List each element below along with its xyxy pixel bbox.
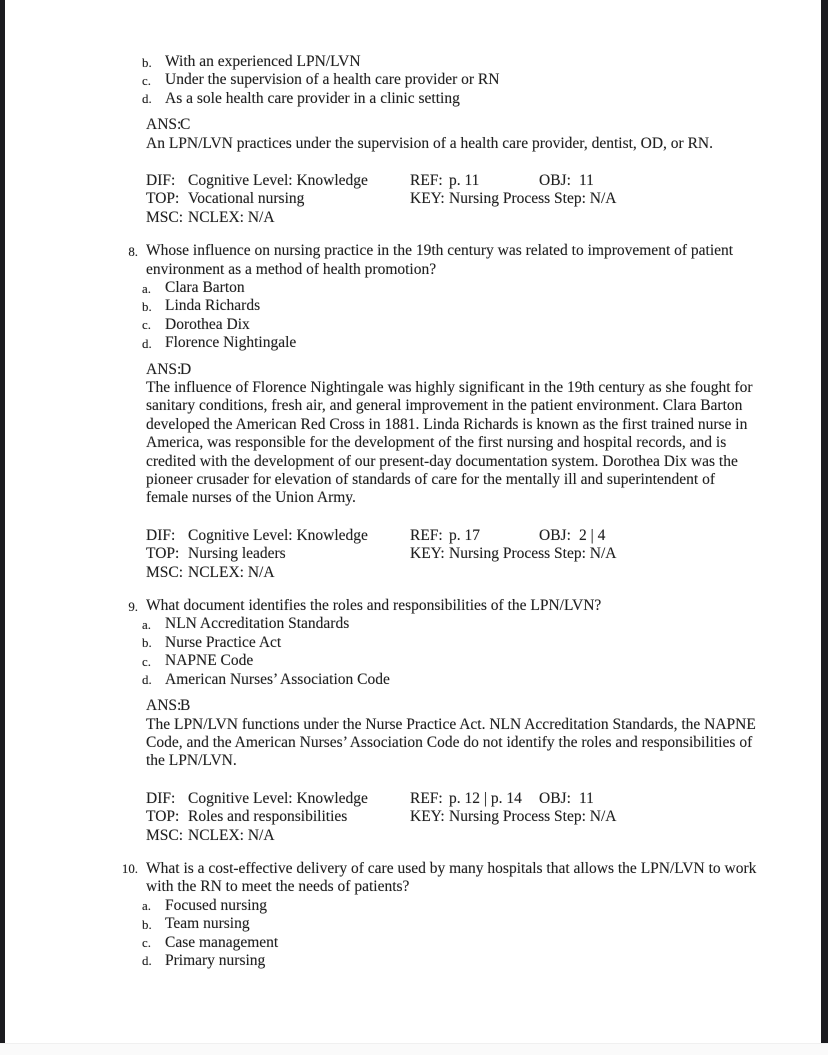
ref-label: REF: [410,172,443,190]
top-value: Roles and responsibilities [188,808,348,826]
answer-option [142,90,760,108]
page-right-edge [821,0,828,1043]
key-value: Nursing Process Step: N/A [449,808,617,826]
answer-option [142,897,760,915]
option-letter: b. [142,299,152,314]
answer-option [142,952,760,970]
option-text: Clara Barton [165,279,245,297]
meta-row [142,827,760,845]
answer-line [142,116,760,134]
question [128,597,760,615]
page-bottom-band [0,1043,828,1055]
answer-option [142,316,760,334]
options-list [142,897,760,971]
meta-row [142,808,760,826]
question-number: 8. [128,244,138,259]
question-text: What document identifies the roles and responsibilities of the LPN/LVN? [146,597,602,615]
rationale-text: The influence of Florence Nightingale was highly significant in the 19th century as she fought for sanitary conditions, fresh air, and general improvement in the patient environment. Clara Barton developed the American Red Cross in 1881. Linda Richards is known as the first trained nurse in America, was responsible for the development of the first nursing and hospital records, and is credited with the development of our present-day documentation system. Dorothea Dix was the pioneer crusader for elevation of standards of care for the mentally ill and superintendent of female nurses of the Union Army. [146,379,753,507]
answer-line [142,697,760,715]
option-letter: d. [142,336,152,351]
obj-label: OBJ: [539,789,571,807]
options-list [142,53,760,108]
meta-row [142,790,760,808]
answer-option [142,934,760,952]
options-list [142,615,760,689]
option-letter: c. [142,936,151,951]
question-10 [121,859,760,970]
option-text: Case management [165,933,279,951]
top-label: TOP: [146,808,180,826]
option-text: Primary nursing [165,951,266,969]
option-text: Linda Richards [165,297,261,315]
key-label: KEY: [410,190,445,208]
option-letter: c. [142,318,151,333]
msc-label: MSC: [146,826,184,844]
dif-label: DIF: [146,526,176,544]
meta-row [142,564,760,582]
obj-label: OBJ: [539,172,571,190]
ref-value: p. 17 [449,526,480,544]
top-value: Nursing leaders [188,545,286,563]
dif-value: Cognitive Level: Knowledge [188,172,368,190]
obj-value: 11 [579,789,594,807]
obj-value: 2 | 4 [579,526,606,544]
option-text: Team nursing [165,915,250,933]
answer-option [142,297,760,315]
question-8 [128,242,760,582]
answer-option [142,615,760,633]
meta-row [142,527,760,545]
meta-block [142,527,760,582]
answer-option [142,915,760,933]
dif-value: Cognitive Level: Knowledge [188,789,368,807]
rationale-text: The LPN/LVN functions under the Nurse Practice Act. NLN Accreditation Standards, the NAPNE Code, and the American Nurses’ Association Code do not identify the roles and responsibilities of the LPN/LVN. [146,715,756,770]
question-text: What is a cost-effective delivery of care used by many hospitals that allows the LPN/LVN to work with the RN to meet the needs of patients? [146,859,757,896]
msc-label: MSC: [146,563,184,581]
key-value: Nursing Process Step: N/A [449,545,617,563]
answer-option [142,634,760,652]
option-letter: c. [142,654,151,669]
msc-value: NCLEX: N/A [188,208,275,226]
top-value: Vocational nursing [188,190,305,208]
obj-value: 11 [579,172,594,190]
dif-label: DIF: [146,789,176,807]
answer-option [142,671,760,689]
dif-value: Cognitive Level: Knowledge [188,526,368,544]
option-text: With an experienced LPN/LVN [165,53,361,70]
option-text: Florence Nightingale [165,334,297,352]
option-text: Nurse Practice Act [165,633,282,651]
option-text: American Nurses’ Association Code [165,670,390,688]
ref-value: p. 11 [449,172,480,190]
question-text: Whose influence on nursing practice in the 19th century was related to improvement of patient environment as a method of health promotion? [146,242,734,278]
option-letter: b. [142,55,152,70]
question-9 [128,597,760,845]
rationale-text: An LPN/LVN practices under the supervision of a health care provider, dentist, OD, or RN. [146,134,713,152]
page-left-edge [0,0,5,1043]
option-text: Under the supervision of a health care provider or RN [165,71,500,89]
option-letter: a. [142,617,151,632]
option-letter: a. [142,281,151,296]
option-letter: d. [142,673,152,688]
answer-label: ANS: [146,116,182,134]
meta-block [142,172,760,227]
top-label: TOP: [146,545,180,563]
answer-label: ANS: [146,360,182,378]
answer-option [142,652,760,670]
meta-row [142,172,760,190]
option-letter: c. [142,73,151,88]
answer-option [142,53,760,71]
option-text: As a sole health care provider in a clinic setting [165,89,460,107]
key-label: KEY: [410,808,445,826]
question-number: 10. [121,862,138,877]
key-label: KEY: [410,545,445,563]
question [128,242,760,279]
answer-value: B [180,697,191,715]
question-number: 9. [128,599,138,614]
key-value: Nursing Process Step: N/A [449,190,617,208]
question [121,859,760,897]
top-label: TOP: [146,190,180,208]
meta-row [142,190,760,208]
meta-block [142,790,760,845]
option-text: Focused nursing [165,896,268,914]
answer-option [142,279,760,297]
meta-row [142,209,760,227]
ref-value: p. 12 | p. 14 [449,789,522,807]
ref-label: REF: [410,526,443,544]
answer-option [142,71,760,89]
question-7-continuation [142,53,760,227]
option-letter: b. [142,917,152,932]
meta-row [142,545,760,563]
ref-label: REF: [410,789,443,807]
answer-option [142,334,760,352]
answer-value: C [180,116,191,134]
option-letter: d. [142,954,152,969]
msc-label: MSC: [146,208,184,226]
option-text: NLN Accreditation Standards [165,615,350,633]
options-list [142,279,760,353]
obj-label: OBJ: [539,526,571,544]
msc-value: NCLEX: N/A [188,563,275,581]
answer-value: D [180,360,192,378]
document-page [121,53,760,970]
msc-value: NCLEX: N/A [188,826,275,844]
option-text: NAPNE Code [165,652,254,670]
option-text: Dorothea Dix [165,315,250,333]
dif-label: DIF: [146,172,176,190]
option-letter: b. [142,636,152,651]
answer-label: ANS: [146,697,182,715]
option-letter: d. [142,92,152,107]
option-letter: a. [142,899,151,914]
answer-line [142,361,760,379]
